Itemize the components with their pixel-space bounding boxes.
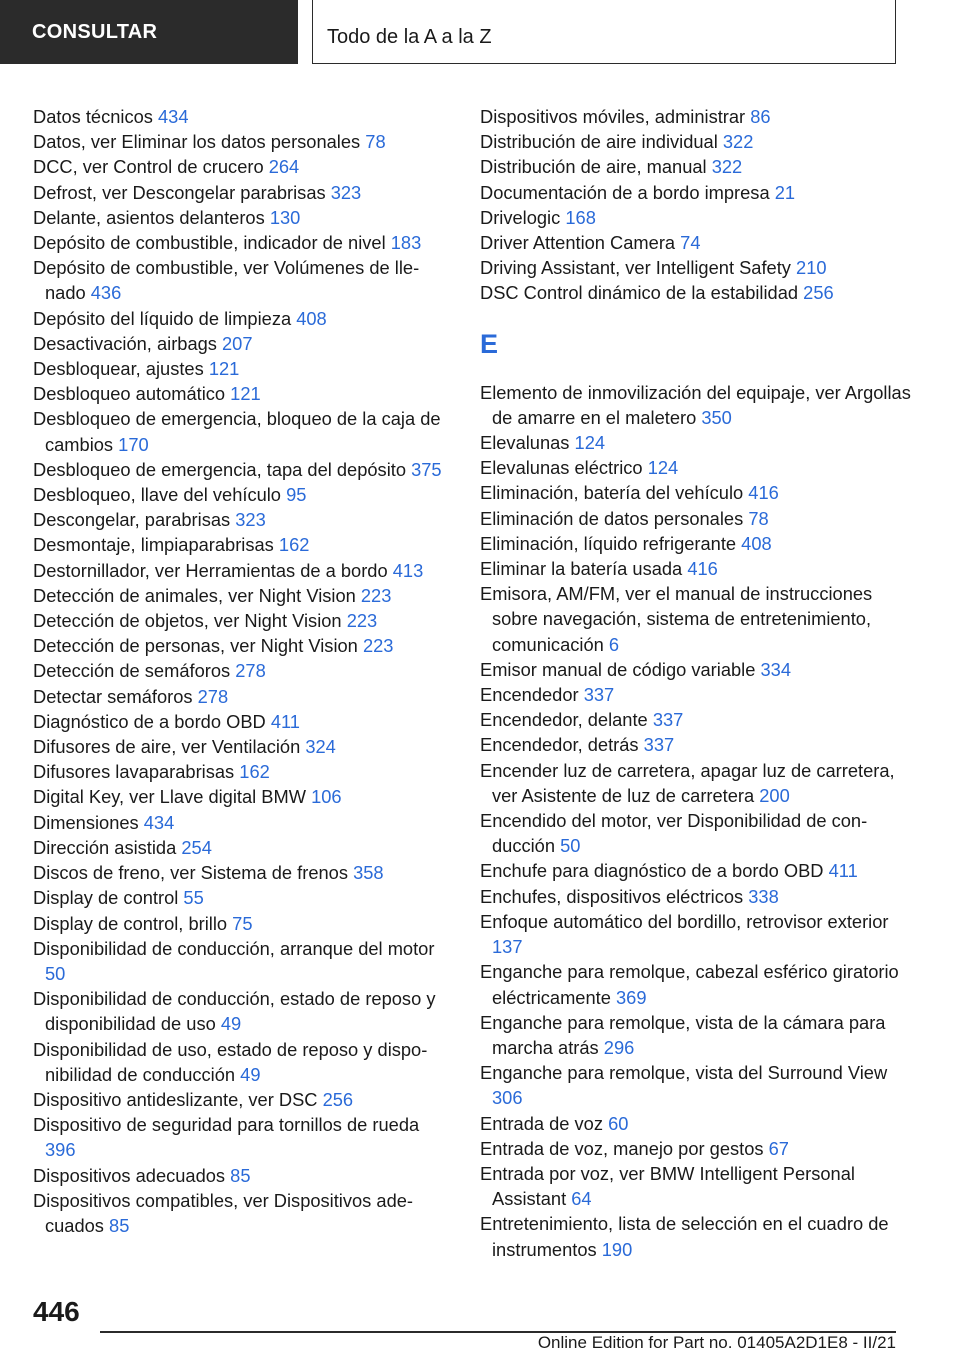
index-entry-page-link[interactable]: 396: [45, 1139, 76, 1161]
index-entry: [33, 532, 453, 557]
index-entry-page-link[interactable]: 434: [143, 811, 175, 833]
index-entry-page-link[interactable]: 67: [768, 1137, 789, 1159]
index-entry-text: DCC, ver Control de crucero: [33, 156, 264, 178]
index-entry-page-link[interactable]: 434: [158, 106, 189, 127]
section-letter: E: [480, 328, 499, 359]
index-entry-page-link[interactable]: 190: [601, 1238, 633, 1260]
index-entry: [480, 707, 920, 732]
index-entry-page-link[interactable]: 411: [270, 710, 300, 732]
index-entry: [33, 482, 453, 507]
index-entry-text: Encendedor: [480, 684, 579, 706]
index-entry-page-link[interactable]: 162: [239, 761, 270, 783]
index-entry-text: Entrada por voz, ver BMW Intelligent Personal Assistant: [480, 1162, 855, 1210]
index-entry-text: Datos técnicos: [33, 106, 153, 127]
index-entry-text: Enchufes, dispositivos eléctricos: [480, 885, 744, 907]
index-entry: [480, 909, 920, 959]
index-entry-text: Detección de personas, ver Night Vision: [33, 635, 358, 657]
index-entry-text: Dispositivos móviles, administrar: [480, 106, 746, 127]
index-entry-text: Delante, asientos delanteros: [33, 206, 265, 228]
section-tab: [0, 0, 298, 64]
index-entry: [480, 531, 920, 556]
index-entry-text: Driver Attention Camera: [480, 232, 676, 254]
index-entry: [480, 657, 920, 682]
index-entry-text: Dispositivos compatibles, ver Dispositivos adecuados: [33, 1189, 413, 1236]
index-entry-text: Detección de objetos, ver Night Vision: [33, 610, 342, 632]
index-entry-text: Desmontaje, limpiaparabrisas: [33, 534, 274, 556]
index-entry-text: Distribución de aire, manual: [480, 156, 707, 178]
index-entry-text: Distribución de aire individual: [480, 131, 718, 153]
index-entry-text: Elemento de inmovilización del equipaje, ver Argollas de amarre en el maletero: [480, 381, 911, 428]
index-entry: [33, 104, 453, 129]
index-entry-page-link[interactable]: 130: [269, 206, 301, 228]
index-entry-text: Dispositivo de seguridad para tornillos de rueda: [33, 1114, 420, 1136]
index-entry-text: Enfoque automático del bordillo, retrovisor exterior: [480, 910, 889, 932]
index-entry-text: Depósito de combustible, indicador de nivel: [33, 232, 386, 254]
index-entry-page-link[interactable]: 278: [197, 685, 229, 707]
index-entry-text: Entretenimiento, lista de selección en el cuadro de instrumentos: [480, 1213, 889, 1260]
index-entry-text: Disponibilidad de uso, estado de reposo y disponibilidad de conducción: [33, 1038, 428, 1085]
index-entry-page-link[interactable]: 162: [278, 534, 310, 556]
index-entry-page-link[interactable]: 78: [365, 131, 386, 153]
index-entry: [33, 885, 453, 910]
index-entry-page-link[interactable]: 223: [346, 610, 378, 632]
index-entry: [480, 808, 920, 858]
index-entry: [480, 581, 920, 657]
index-entry: [33, 835, 453, 860]
index-entry: [33, 1163, 453, 1188]
index-entry: [33, 205, 453, 230]
index-entry-page-link[interactable]: 50: [45, 962, 66, 984]
page-number: 446: [33, 1296, 80, 1327]
index-entry-page-link[interactable]: 121: [230, 383, 261, 405]
index-entry-page-link[interactable]: 223: [362, 635, 394, 657]
chapter-title: Todo de la A a la Z: [327, 26, 492, 48]
index-entry: [33, 1037, 453, 1087]
index-entry-page-link[interactable]: 254: [181, 836, 212, 858]
index-entry: [480, 280, 920, 305]
index-entry-page-link[interactable]: 124: [574, 432, 606, 454]
index-entry-page-link[interactable]: 210: [796, 257, 827, 279]
index-entry-text: Display de control, brillo: [33, 912, 228, 934]
index-entry-page-link[interactable]: 256: [803, 282, 834, 304]
index-column-right: [480, 104, 920, 1262]
index-entry: [480, 858, 920, 883]
index-entry-text: Entrada de voz, manejo por gestos: [480, 1137, 764, 1159]
index-entry-page-link[interactable]: 338: [748, 885, 779, 907]
index-entry-page-link[interactable]: 137: [492, 936, 523, 958]
index-entry-page-link[interactable]: 121: [208, 358, 240, 380]
index-entry-page-link[interactable]: 323: [235, 509, 266, 531]
index-entry: [480, 380, 920, 430]
index-entry: [33, 457, 453, 482]
index-entry-page-link[interactable]: 124: [647, 457, 679, 479]
index-entry: [480, 104, 920, 129]
index-entry-page-link[interactable]: 264: [268, 156, 300, 178]
index-entry-text: Dispositivo antideslizante, ver DSC: [33, 1088, 318, 1110]
index-entry-text: Digital Key, ver Llave digital BMW: [33, 786, 306, 808]
index-entry: [33, 331, 453, 356]
index-entry: [33, 406, 453, 456]
index-entry: [33, 936, 453, 986]
index-entry-page-link[interactable]: 306: [492, 1087, 523, 1109]
index-entry: [33, 1087, 453, 1112]
index-entry-text: Desbloqueo, llave del vehículo: [33, 484, 281, 506]
index-entry: [480, 1161, 920, 1211]
index-column-left: [33, 104, 453, 1238]
index-entry: [480, 556, 920, 581]
index-entry-page-link[interactable]: 296: [603, 1036, 635, 1058]
index-entry: [33, 860, 453, 885]
index-entry: [33, 810, 453, 835]
index-entry: [33, 154, 453, 179]
index-group-e: [480, 380, 920, 1262]
index-entry-text: Eliminación de datos personales: [480, 507, 744, 529]
index-entry-page-link[interactable]: 256: [322, 1088, 354, 1110]
index-entry: [33, 180, 453, 205]
index-entry: [33, 306, 453, 331]
index-entry-text: Enganche para remolque, vista del Surround View: [480, 1062, 888, 1084]
index-entry: [33, 734, 453, 759]
index-entry-page-link[interactable]: 49: [240, 1063, 261, 1085]
index-entry: [33, 608, 453, 633]
index-entry-page-link[interactable]: 95: [286, 484, 307, 506]
index-entry-text: Depósito de combustible, ver Volúmenes de llenado: [33, 257, 420, 304]
index-entry-page-link[interactable]: 64: [571, 1188, 592, 1210]
index-entry-text: Detección de semáforos: [33, 660, 231, 682]
index-entry-text: Encendido del motor, ver Disponibilidad de conducción: [480, 810, 868, 857]
index-entry: [33, 684, 453, 709]
index-entry-page-link[interactable]: 200: [759, 784, 790, 806]
index-entry-page-link[interactable]: 207: [222, 332, 253, 354]
index-entry: [480, 732, 920, 757]
index-entry: [480, 480, 920, 505]
index-entry: [33, 1188, 453, 1238]
index-entry: [33, 911, 453, 936]
index-entry: [480, 455, 920, 480]
index-entry-text: Elevalunas eléctrico: [480, 457, 643, 479]
index-entry-page-link[interactable]: 337: [583, 684, 615, 706]
index-entry-text: Enganche para remolque, vista de la cámara para marcha atrás: [480, 1011, 886, 1058]
index-entry: [480, 682, 920, 707]
index-entry-text: Desbloqueo automático: [33, 383, 226, 405]
index-entry-page-link[interactable]: 74: [680, 232, 701, 254]
index-entry: [33, 558, 453, 583]
index-entry-page-link[interactable]: 337: [652, 709, 684, 731]
index-entry: [480, 884, 920, 909]
index-entry: [480, 230, 920, 255]
index-entry-text: Destornillador, ver Herramientas de a bordo: [33, 559, 388, 581]
index-entry-text: DSC Control dinámico de la estabilidad: [480, 282, 799, 304]
index-entry: [33, 255, 453, 305]
index-entry-text: Datos, ver Eliminar los datos personales: [33, 131, 361, 153]
index-entry-page-link[interactable]: 21: [774, 181, 796, 203]
index-entry-text: Enchufe para diagnóstico de a bordo OBD: [480, 860, 824, 882]
index-entry-text: Detectar semáforos: [33, 685, 193, 707]
index-entry-text: Desbloqueo de emergencia, tapa del depósito: [33, 458, 406, 480]
index-entry-page-link[interactable]: 86: [750, 106, 771, 127]
index-entry: [480, 1111, 920, 1136]
index-entry-page-link[interactable]: 323: [330, 181, 362, 203]
index-entry-page-link[interactable]: 106: [311, 786, 342, 808]
index-entry-text: Descongelar, parabrisas: [33, 509, 231, 531]
index-entry-page-link[interactable]: 85: [109, 1214, 130, 1236]
index-entry-page-link[interactable]: 170: [118, 433, 149, 455]
index-entry: [33, 583, 453, 608]
index-entry-text: Elevalunas: [480, 432, 570, 454]
index-entry-text: Defrost, ver Descongelar parabrisas: [33, 181, 326, 203]
index-entry-text: Encendedor, delante: [480, 709, 648, 731]
index-entry-text: Discos de freno, ver Sistema de frenos: [33, 862, 348, 884]
index-group-d: [480, 104, 920, 306]
index-entry-page-link[interactable]: 408: [741, 532, 772, 554]
chapter-tab: [312, 0, 896, 64]
index-entry: [480, 959, 920, 1009]
index-entry-text: Display de control: [33, 887, 179, 909]
index-entry-text: Eliminar la batería usada: [480, 558, 683, 580]
index-entry-page-link[interactable]: 223: [360, 584, 392, 606]
index-entry-text: Encendedor, detrás: [480, 734, 639, 756]
index-entry-text: Difusores de aire, ver Ventilación: [33, 736, 301, 758]
index-entry-page-link[interactable]: 322: [711, 156, 743, 178]
index-entry-text: Desbloqueo de emergencia, bloqueo de la caja de cambios: [33, 408, 441, 455]
index-entry-page-link[interactable]: 411: [828, 860, 858, 882]
index-entry-page-link[interactable]: 334: [760, 658, 791, 680]
index-entry: [33, 129, 453, 154]
index-entry-page-link[interactable]: 322: [722, 131, 754, 153]
index-entry: [33, 1112, 453, 1162]
index-entry: [33, 658, 453, 683]
index-entry-text: Drivelogic: [480, 206, 561, 228]
index-entry-page-link[interactable]: 50: [560, 835, 581, 857]
index-entry-page-link[interactable]: 337: [643, 734, 675, 756]
index-entry: [33, 784, 453, 809]
index-entry: [480, 129, 920, 154]
index-entry-page-link[interactable]: 49: [220, 1013, 242, 1035]
index-entry-text: Desactivación, airbags: [33, 332, 217, 354]
index-entry-page-link[interactable]: 408: [296, 307, 327, 329]
index-entry-page-link[interactable]: 60: [608, 1112, 629, 1134]
index-entry-page-link[interactable]: 413: [392, 559, 424, 581]
index-entry: [480, 506, 920, 531]
index-entry-page-link[interactable]: 278: [235, 660, 266, 682]
index-entry-page-link[interactable]: 78: [748, 507, 769, 529]
section-label: CONSULTAR: [32, 20, 158, 43]
index-entry-page-link[interactable]: 436: [90, 282, 122, 304]
index-entry: [480, 1010, 920, 1060]
index-entry: [33, 381, 453, 406]
index-entry-page-link[interactable]: 416: [748, 482, 779, 504]
index-entry: [480, 1136, 920, 1161]
index-entry-page-link[interactable]: 375: [411, 458, 442, 480]
index-entry-text: Dispositivos adecuados: [33, 1164, 226, 1186]
index-entry-text: Detección de animales, ver Night Vision: [33, 584, 356, 606]
index-entry: [480, 1211, 920, 1261]
index-entry-page-link[interactable]: 350: [701, 406, 732, 428]
index-entry-page-link[interactable]: 324: [305, 736, 336, 758]
index-entry: [480, 154, 920, 179]
index-entry: [480, 430, 920, 455]
index-entry-page-link[interactable]: 183: [390, 232, 422, 254]
index-entry: [33, 633, 453, 658]
index-entry: [33, 986, 453, 1036]
index-entry-page-link[interactable]: 85: [230, 1164, 251, 1186]
index-entry-text: Diagnóstico de a bordo OBD: [33, 710, 266, 732]
index-entry-text: Emisor manual de código variable: [480, 658, 756, 680]
index-entry-text: Encender luz de carretera, apagar luz de carretera, ver Asistente de luz de carretera: [480, 759, 895, 806]
index-entry-text: Enganche para remolque, cabezal esférico giratorio eléctricamente: [480, 961, 899, 1008]
index-entry-page-link[interactable]: 75: [232, 912, 253, 934]
footer-edition: Online Edition for Part no. 01405A2D1E8 - II/21: [537, 1333, 896, 1352]
index-entry-page-link[interactable]: 168: [565, 206, 596, 228]
index-entry: [33, 709, 453, 734]
index-entry: [480, 1060, 920, 1110]
index-entry-text: Disponibilidad de conducción, arranque del motor: [33, 937, 435, 959]
index-entry: [480, 758, 920, 808]
index-entry-text: Dirección asistida: [33, 836, 177, 858]
index-entry-text: Driving Assistant, ver Intelligent Safety: [480, 257, 791, 279]
index-entry-page-link[interactable]: 358: [353, 862, 384, 884]
index-entry-text: Entrada de voz: [480, 1112, 603, 1134]
index-entry-page-link[interactable]: 6: [608, 633, 620, 655]
index-entry-text: Desbloquear, ajustes: [33, 358, 204, 380]
index-entry: [480, 180, 920, 205]
index-entry-text: Documentación de a bordo impresa: [480, 181, 770, 203]
index-entry-page-link[interactable]: 55: [183, 887, 204, 909]
index-entry-text: Disponibilidad de conducción, estado de reposo y disponibilidad de uso: [33, 988, 436, 1035]
index-entry: [480, 255, 920, 280]
index-entry: [33, 356, 453, 381]
index-entry: [33, 507, 453, 532]
index-entry-text: Eliminación, batería del vehículo: [480, 482, 744, 504]
index-entry: [33, 230, 453, 255]
index-entry-text: Dimensiones: [33, 811, 139, 833]
index-entry-text: Depósito del líquido de limpieza: [33, 307, 292, 329]
index-entry-text: Difusores lavaparabrisas: [33, 761, 235, 783]
index-entry-page-link[interactable]: 416: [687, 558, 718, 580]
index-entry-text: Eliminación, líquido refrigerante: [480, 532, 737, 554]
index-entry-text: Emisora, AM/FM, ver el manual de instrucciones sobre navegación, sistema de entretenimiento, comunicación: [480, 583, 873, 655]
index-entry-page-link[interactable]: 369: [615, 986, 647, 1008]
index-entry: [33, 759, 453, 784]
index-entry: [480, 205, 920, 230]
